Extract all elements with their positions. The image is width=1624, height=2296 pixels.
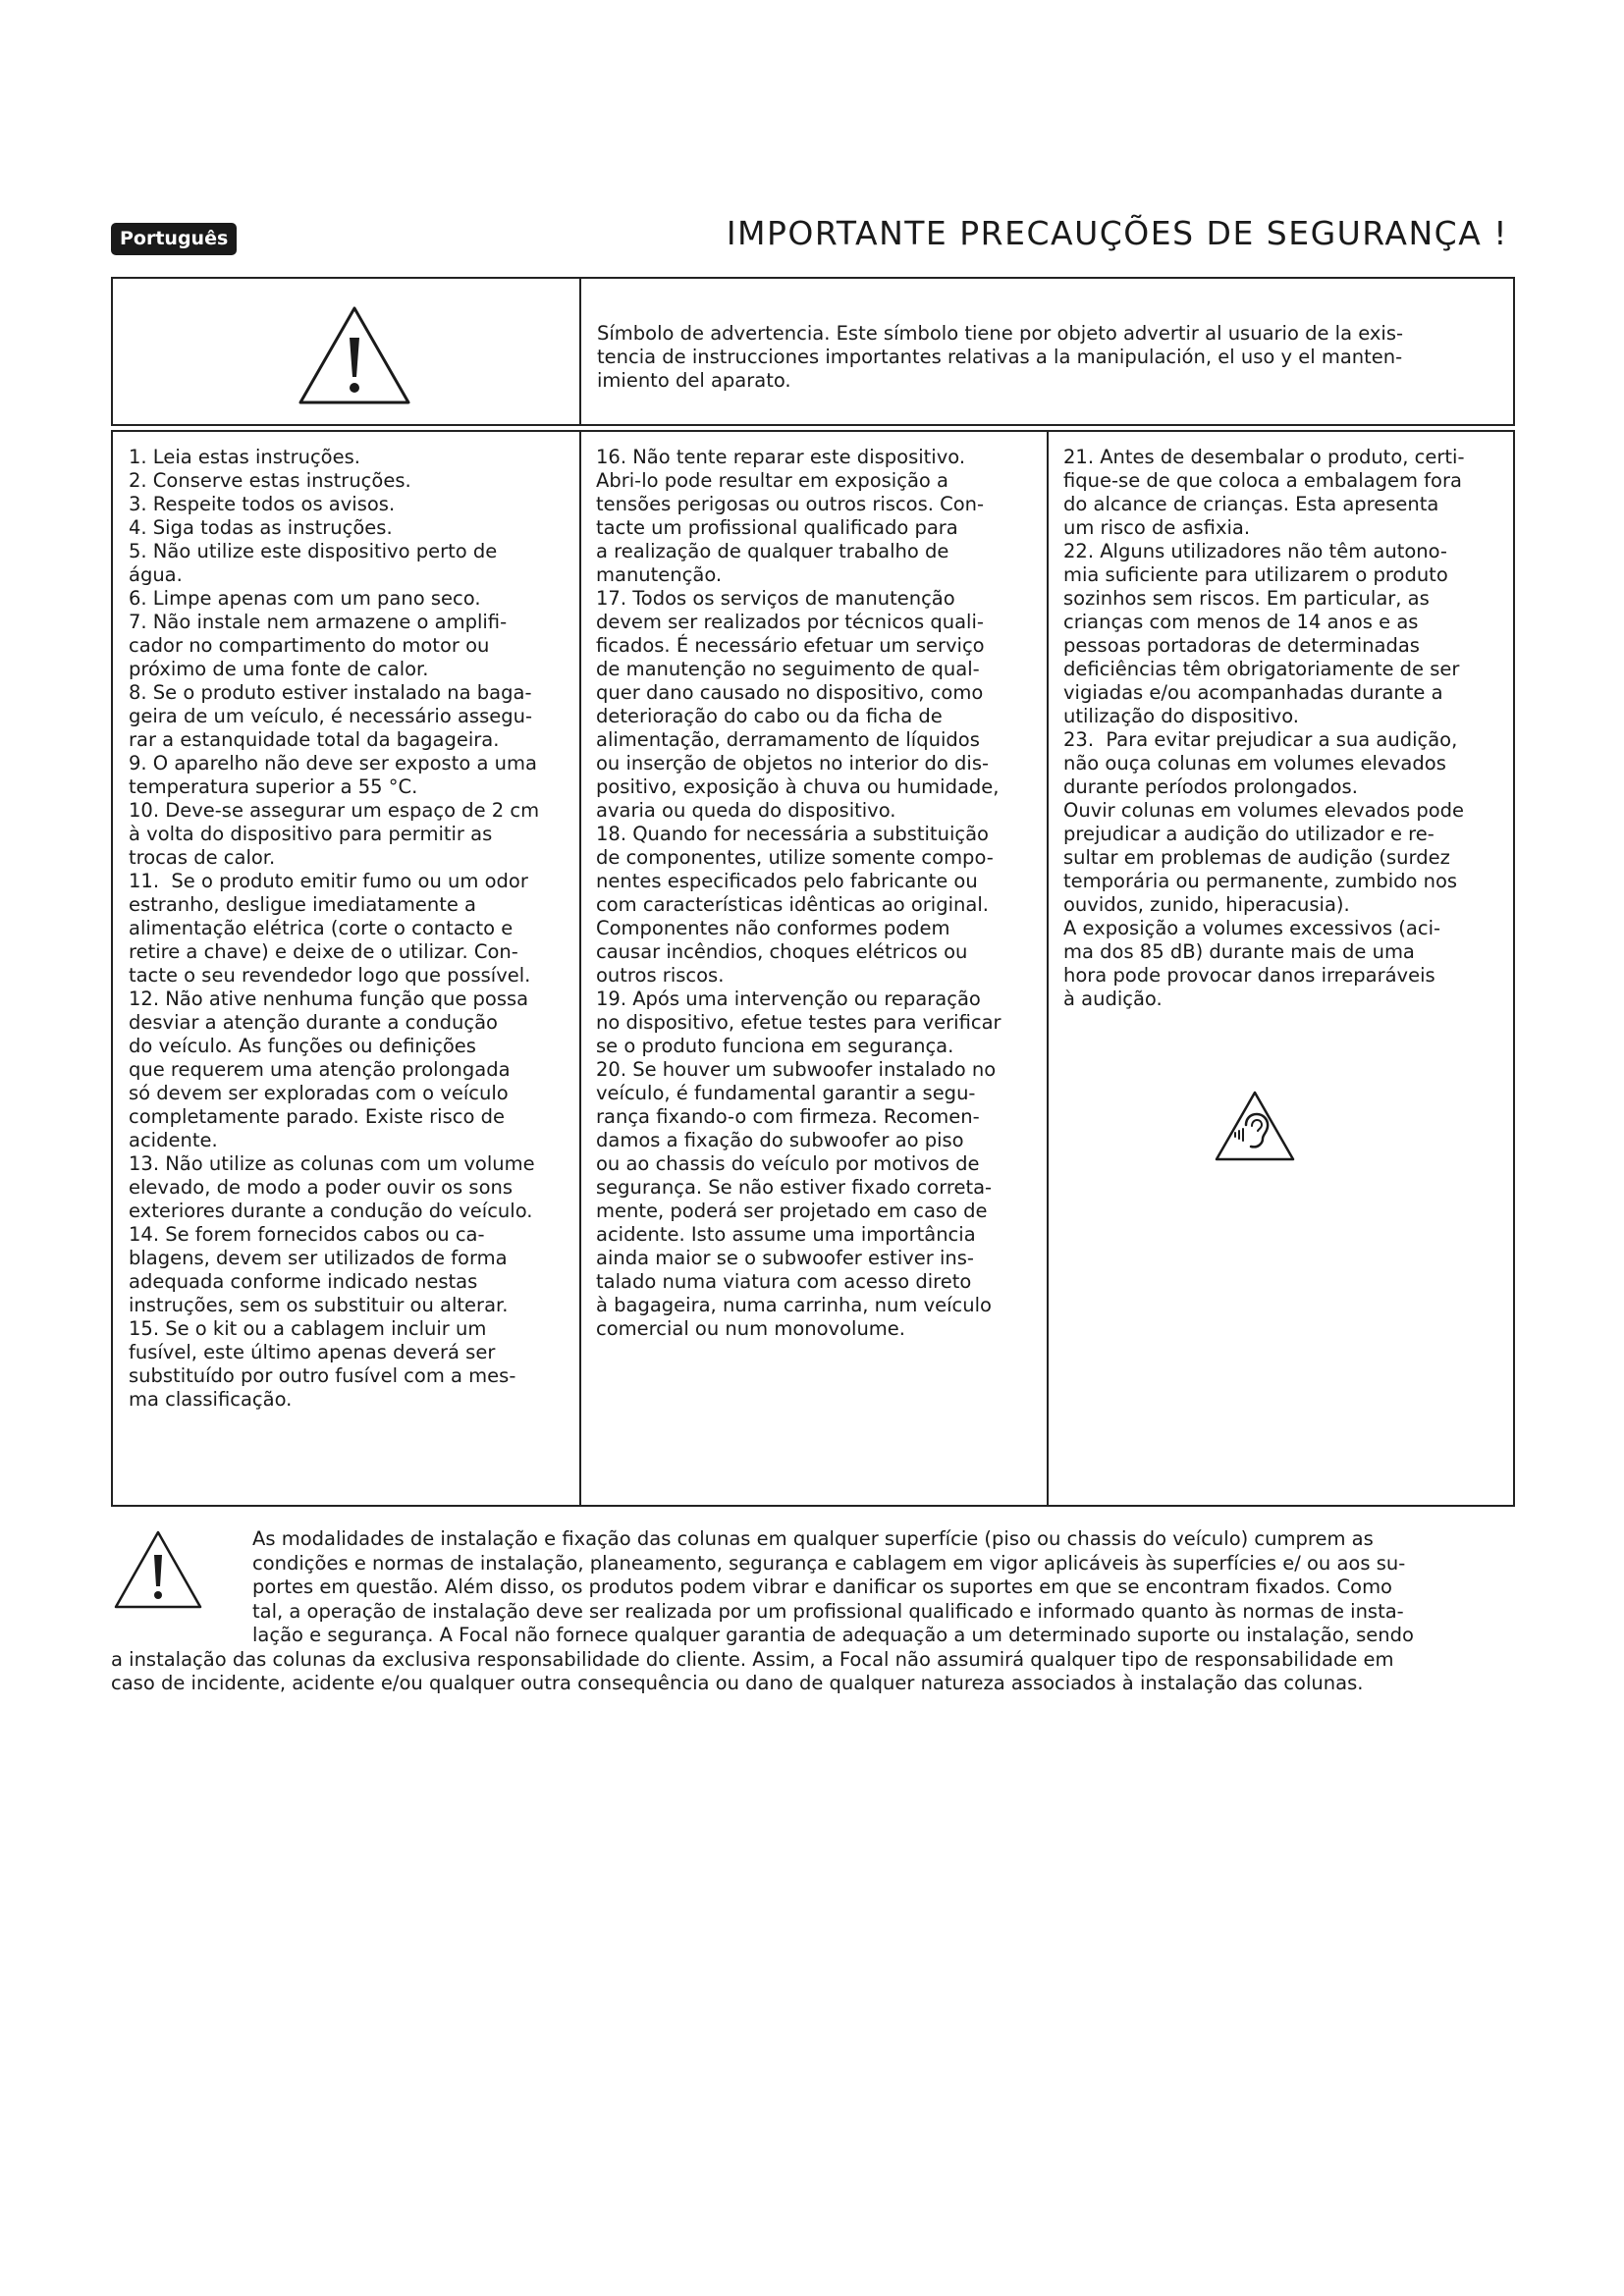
instruction-line: acidente. [129,1129,218,1151]
instruction-line: do veículo. As funções ou definições [129,1035,476,1057]
instruction-line: exteriores durante a condução do veículo. [129,1200,533,1222]
instruction-line: mente, poderá ser projetado em caso de [596,1200,988,1222]
instruction-line: que requerem uma atenção prolongada [129,1058,511,1081]
instruction-line: vigiadas e/ou acompanhadas durante a [1063,681,1443,704]
instruction-line: talado numa viatura com acesso direto [596,1270,972,1293]
instruction-line: temporária ou permanente, zumbido nos [1063,870,1458,892]
symbol-notice-box [111,277,1515,426]
installation-notice [111,1527,1525,1696]
instruction-line: A exposição a volumes excessivos (aci- [1063,917,1441,939]
instruction-line: 1. Leia estas instruções. [129,446,360,468]
hearing-warning-icon [1214,1090,1296,1162]
page-title: IMPORTANTE PRECAUÇÕES DE SEGURANÇA ! [726,214,1508,252]
instruction-line: sozinhos sem riscos. Em particular, as [1063,587,1430,610]
instruction-line: quer dano causado no dispositivo, como [596,681,984,704]
symbol-notice-line: Símbolo de advertencia. Este símbolo tiene por objeto advertir al usuario de la exis- [597,322,1404,345]
instruction-line: trocas de calor. [129,846,276,869]
instruction-line: sultar em problemas de audição (surdez [1063,846,1450,869]
instruction-line: 7. Não instale nem armazene o amplifi- [129,611,508,633]
installation-notice-line: a instalação das colunas da exclusiva responsabilidade do cliente. Assim, a Focal não assumirá qualquer tipo de responsabilidade em [111,1647,1394,1671]
instruction-line: ainda maior se o subwoofer estiver ins- [596,1247,974,1269]
instruction-line: 4. Siga todas as instruções. [129,516,393,539]
instruction-line: só devem ser exploradas com o veículo [129,1082,509,1104]
instructions-column-1 [113,432,581,1505]
instruction-line: ma classificação. [129,1388,293,1411]
installation-notice-line: portes em questão. Além disso, os produtos podem vibrar e danificar os suportes em que se encontram fixados. Como [252,1575,1392,1598]
instruction-line: 3. Respeite todos os avisos. [129,493,396,515]
instruction-line: à bagageira, numa carrinha, num veículo [596,1294,992,1316]
instruction-line: fusível, este último apenas deverá ser [129,1341,496,1363]
instruction-line: avaria ou queda do dispositivo. [596,799,896,822]
instruction-line: não ouça colunas em volumes elevados [1063,752,1446,774]
instruction-line: prejudicar a audição do utilizador e re- [1063,823,1435,845]
instruction-line: à volta do dispositivo para permitir as [129,823,493,845]
instruction-line: blagens, devem ser utilizados de forma [129,1247,508,1269]
instruction-line: do alcance de crianças. Esta apresenta [1063,493,1439,515]
instruction-line: durante períodos prolongados. [1063,775,1358,798]
instruction-line: devem ser realizados por técnicos quali- [596,611,984,633]
symbol-notice-line: imiento del aparato. [597,369,791,392]
instruction-line: mia suficiente para utilizarem o produto [1063,563,1448,586]
instruction-line: 6. Limpe apenas com um pano seco. [129,587,481,610]
instruction-line: geira de um veículo, é necessário assegu- [129,705,533,727]
instruction-line: adequada conforme indicado nestas [129,1270,478,1293]
instruction-line: hora pode provocar danos irreparáveis [1063,964,1435,987]
instruction-line: 20. Se houver um subwoofer instalado no [596,1058,997,1081]
instruction-line: tensões perigosas ou outros riscos. Con- [596,493,985,515]
warning-triangle-icon [297,304,412,406]
instruction-line: cador no compartimento do motor ou [129,634,490,657]
symbol-notice-line: tencia de instrucciones importantes relativas a la manipulación, el uso y el manten- [597,346,1403,368]
instruction-line: 19. Após uma intervenção ou reparação [596,988,981,1010]
instruction-line: ouvidos, zunido, hiperacusia). [1063,893,1350,916]
instruction-line: causar incêndios, choques elétricos ou [596,940,968,963]
instruction-line: 12. Não ative nenhuma função que possa [129,988,529,1010]
instruction-line: rança fixando-o com firmeza. Recomen- [596,1105,980,1128]
instruction-line: a realização de qualquer trabalho de [596,540,949,562]
instruction-line: Componentes não conformes podem [596,917,950,939]
instruction-line: ficados. É necessário efetuar um serviço [596,634,985,657]
instruction-line: de componentes, utilize somente compo- [596,846,994,869]
instruction-line: utilização do dispositivo. [1063,705,1299,727]
instruction-line: desviar a atenção durante a condução [129,1011,498,1034]
instruction-line: Ouvir colunas em volumes elevados pode [1063,799,1465,822]
instruction-line: se o produto funciona em segurança. [596,1035,954,1057]
installation-notice-line: As modalidades de instalação e fixação das colunas em qualquer superfície (piso ou chassis do veículo) cumprem as [252,1527,1374,1550]
instruction-line: 8. Se o produto estiver instalado na baga- [129,681,532,704]
instruction-line: 17. Todos os serviços de manutenção [596,587,955,610]
symbol-notice-text [597,322,1500,393]
instruction-line: 11. Se o produto emitir fumo ou um odor [129,870,528,892]
instruction-line: 21. Antes de desembalar o produto, certi- [1063,446,1465,468]
symbol-cell [113,279,581,424]
instruction-line: 5. Não utilize este dispositivo perto de [129,540,498,562]
installation-notice-line: condições e normas de instalação, planeamento, segurança e cablagem em vigor aplicáveis às superfícies e/ ou aos su- [252,1551,1406,1575]
instruction-line: nentes especificados pelo fabricante ou [596,870,978,892]
instruction-line: ou ao chassis do veículo por motivos de [596,1152,980,1175]
instruction-line: outros riscos. [596,964,725,987]
instruction-line: ou inserção de objetos no interior do dis- [596,752,990,774]
instruction-line: 18. Quando for necessária a substituição [596,823,989,845]
instruction-line: segurança. Se não estiver fixado correta- [596,1176,993,1199]
instruction-line: água. [129,563,183,586]
instruction-line: 22. Alguns utilizadores não têm autono- [1063,540,1447,562]
instruction-line: deficiências têm obrigatoriamente de ser [1063,658,1460,680]
instruction-line: 14. Se forem fornecidos cabos ou ca- [129,1223,485,1246]
instruction-line: veículo, é fundamental garantir a segu- [596,1082,976,1104]
instruction-line: pessoas portadoras de determinadas [1063,634,1420,657]
instruction-line: 23. Para evitar prejudicar a sua audição, [1063,728,1458,751]
instructions-column-2 [581,432,1049,1505]
instruction-line: um risco de asfixia. [1063,516,1251,539]
instruction-line: tacte um profissional qualificado para [596,516,958,539]
instruction-line: próximo de uma fonte de calor. [129,658,429,680]
instruction-line: alimentação elétrica (corte o contacto e [129,917,514,939]
language-badge: Português [111,223,237,255]
instruction-line: acidente. Isto assume uma importância [596,1223,976,1246]
installation-notice-line: lação e segurança. A Focal não fornece qualquer garantia de adequação a um determinado suporte ou instalação, sendo [252,1624,1414,1646]
instruction-line: comercial ou num monovolume. [596,1317,905,1340]
instruction-line: 13. Não utilize as colunas com um volume [129,1152,535,1175]
instruction-line: ma dos 85 dB) durante mais de uma [1063,940,1415,963]
instruction-line: crianças com menos de 14 anos e as [1063,611,1419,633]
instruction-line: temperatura superior a 55 °C. [129,775,418,798]
instruction-line: damos a fixação do subwoofer ao piso [596,1129,964,1151]
instruction-line: instruções, sem os substituir ou alterar. [129,1294,509,1316]
installation-notice-line: tal, a operação de instalação deve ser realizada por um profissional qualificado e informado quanto às normas de insta- [252,1599,1404,1623]
instruction-line: elevado, de modo a poder ouvir os sons [129,1176,514,1199]
instruction-line: deterioração do cabo ou da ficha de [596,705,943,727]
installation-notice-line: caso de incidente, acidente e/ou qualquer outra consequência ou dano de qualquer natureza associados à instalação das colunas. [111,1672,1364,1694]
instruction-line: estranho, desligue imediatamente a [129,893,477,916]
instruction-line: de manutenção no seguimento de qual- [596,658,980,680]
instruction-line: substituído por outro fusível com a mes- [129,1364,516,1387]
instruction-line: 16. Não tente reparar este dispositivo. [596,446,966,468]
instruction-line: tacte o seu revendedor logo que possível. [129,964,531,987]
instruction-line: positivo, exposição à chuva ou humidade, [596,775,1000,798]
instruction-line: à audição. [1063,988,1163,1010]
instruction-line: manutenção. [596,563,723,586]
safety-instructions-table [111,430,1515,1507]
instruction-line: completamente parado. Existe risco de [129,1105,505,1128]
instruction-line: no dispositivo, efetue testes para verificar [596,1011,1001,1034]
instruction-line: 10. Deve-se assegurar um espaço de 2 cm [129,799,540,822]
instructions-column-3 [1049,432,1513,1505]
instruction-line: alimentação, derramamento de líquidos [596,728,980,751]
instruction-line: fique-se de que coloca a embalagem fora [1063,469,1462,492]
instruction-line: Abri-lo pode resultar em exposição a [596,469,948,492]
instruction-line: retire a chave) e deixe de o utilizar. Con- [129,940,518,963]
instruction-line: 2. Conserve estas instruções. [129,469,411,492]
instruction-line: rar a estanquidade total da bagageira. [129,728,500,751]
instruction-line: 9. O aparelho não deve ser exposto a uma [129,752,537,774]
instruction-line: com características idênticas ao original. [596,893,989,916]
instruction-line: 15. Se o kit ou a cablagem incluir um [129,1317,487,1340]
